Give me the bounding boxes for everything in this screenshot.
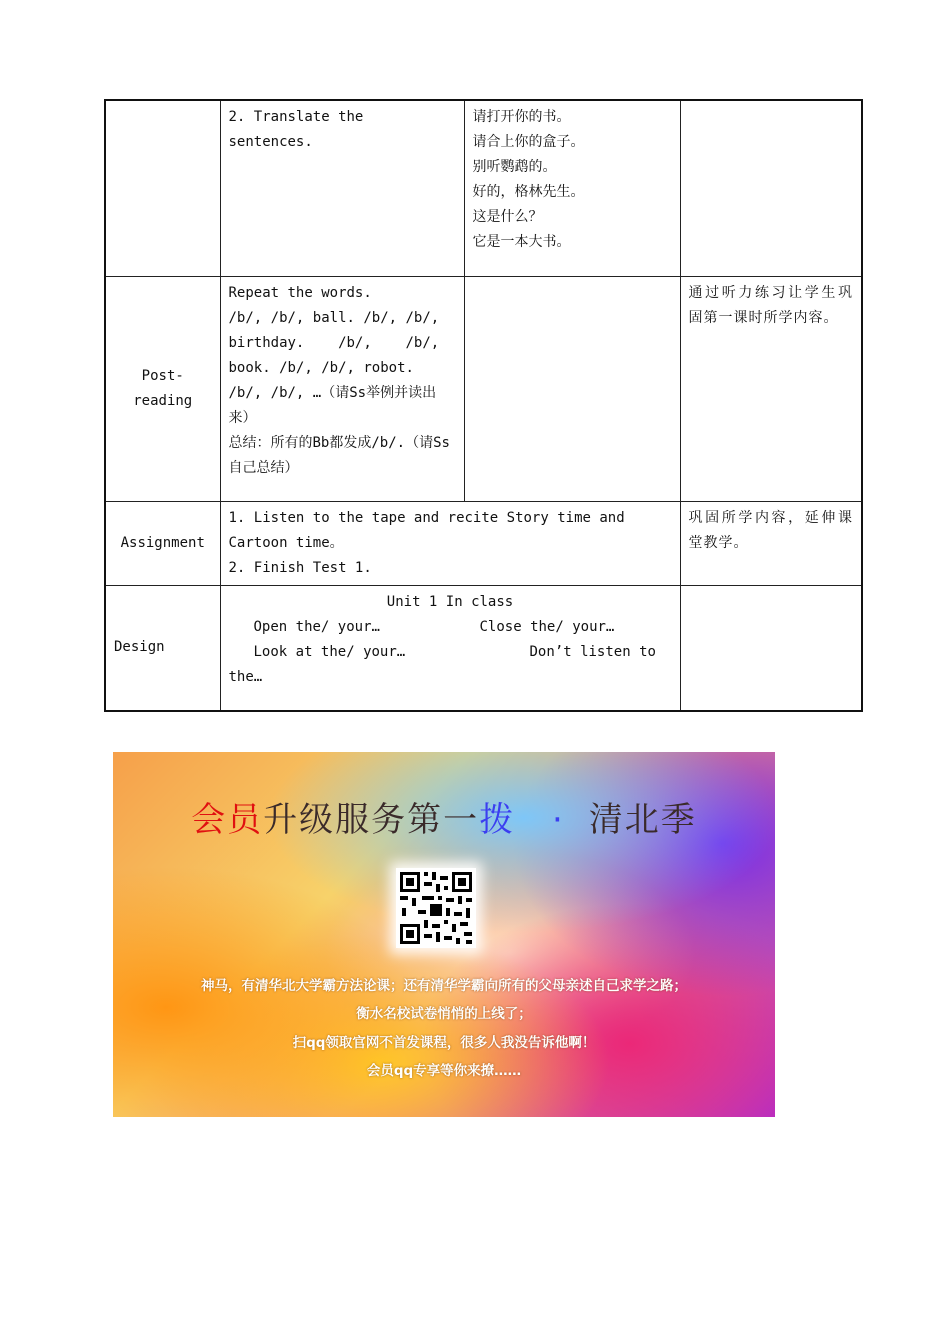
content-line: 2. Finish Test 1. (228, 559, 372, 576)
notes-cell (680, 100, 862, 276)
translation-line: 请合上你的盒子。 (472, 134, 585, 150)
table-row (105, 585, 862, 711)
stage-cell: Design (105, 585, 220, 711)
banner-title-part: 升级服务第一 (263, 800, 480, 840)
table-row (105, 100, 862, 276)
banner-title-part: 清北季 (588, 800, 697, 840)
qr-code-graphic (396, 868, 476, 948)
banner-title-dot: · (552, 800, 565, 840)
table-row (105, 501, 862, 585)
translation-line: 它是一本大书。 (472, 234, 571, 250)
content-line: /b/, /b/, ball. /b/, /b/, (228, 309, 440, 326)
content-line: /b/, /b/, …（请Ss举例并读出来） (228, 384, 437, 426)
empty-cell (464, 276, 680, 501)
design-title: Unit 1 In class (386, 593, 514, 610)
content-cell (220, 501, 680, 585)
notes-cell: 通过听力练习让学生巩固第一课时所学内容。 (680, 276, 862, 501)
content-cell (220, 276, 464, 501)
content-cell (220, 100, 464, 276)
design-phrase: Open the/ your… (253, 618, 380, 635)
design-row (229, 640, 672, 665)
promo-banner (113, 752, 775, 1117)
content-line: book. /b/, /b/, robot. (228, 359, 414, 376)
banner-title (113, 792, 775, 841)
lesson-plan-table (104, 99, 863, 712)
design-phrase: Don’t listen to (529, 643, 656, 660)
banner-title-part: 拨 (479, 800, 516, 840)
translation-line: 好的，格林先生。 (472, 184, 585, 200)
content-line: 总结：所有的Bb都发成/b/.（请Ss自己总结） (228, 434, 450, 476)
content-line: 2. Translate the sentences. (228, 109, 372, 150)
stage-cell: Assignment (105, 501, 220, 585)
banner-line: 扫qq领取官网不首发课程，很多人我没告诉他啊！ (292, 1035, 596, 1051)
notes-cell: 巩固所学内容，延伸课堂教学。 (680, 501, 862, 585)
design-row (229, 615, 672, 640)
translation-line: 请打开你的书。 (472, 109, 571, 125)
banner-line: 神马，有清华北大学霸方法论课；还有清华学霸向所有的父母亲述自己求学之路； (201, 978, 687, 994)
qr-code-icon[interactable] (396, 868, 476, 948)
banner-title-part: 会员 (191, 800, 264, 840)
design-phrase: Look at the/ your… (253, 643, 406, 660)
stage-cell (105, 100, 220, 276)
design-cell (220, 585, 680, 711)
translation-cell (464, 100, 680, 276)
content-line: 1. Listen to the tape and recite Story time and Cartoon time。 (228, 509, 634, 551)
banner-line: 会员qq专享等你来撩…… (366, 1063, 522, 1079)
design-phrase: Close the/ your… (479, 618, 615, 635)
stage-cell: Post- reading (105, 276, 220, 501)
notes-cell (680, 585, 862, 711)
translation-line: 别听鹦鹉的。 (472, 159, 557, 175)
content-line: birthday. /b/, /b/, (228, 334, 440, 351)
banner-line: 衡水名校试卷悄悄的上线了； (356, 1006, 532, 1022)
translation-line: 这是什么？ (472, 209, 543, 225)
design-phrase: the… (228, 668, 263, 685)
content-line: Repeat the words. (228, 284, 372, 301)
table-row (105, 276, 862, 501)
